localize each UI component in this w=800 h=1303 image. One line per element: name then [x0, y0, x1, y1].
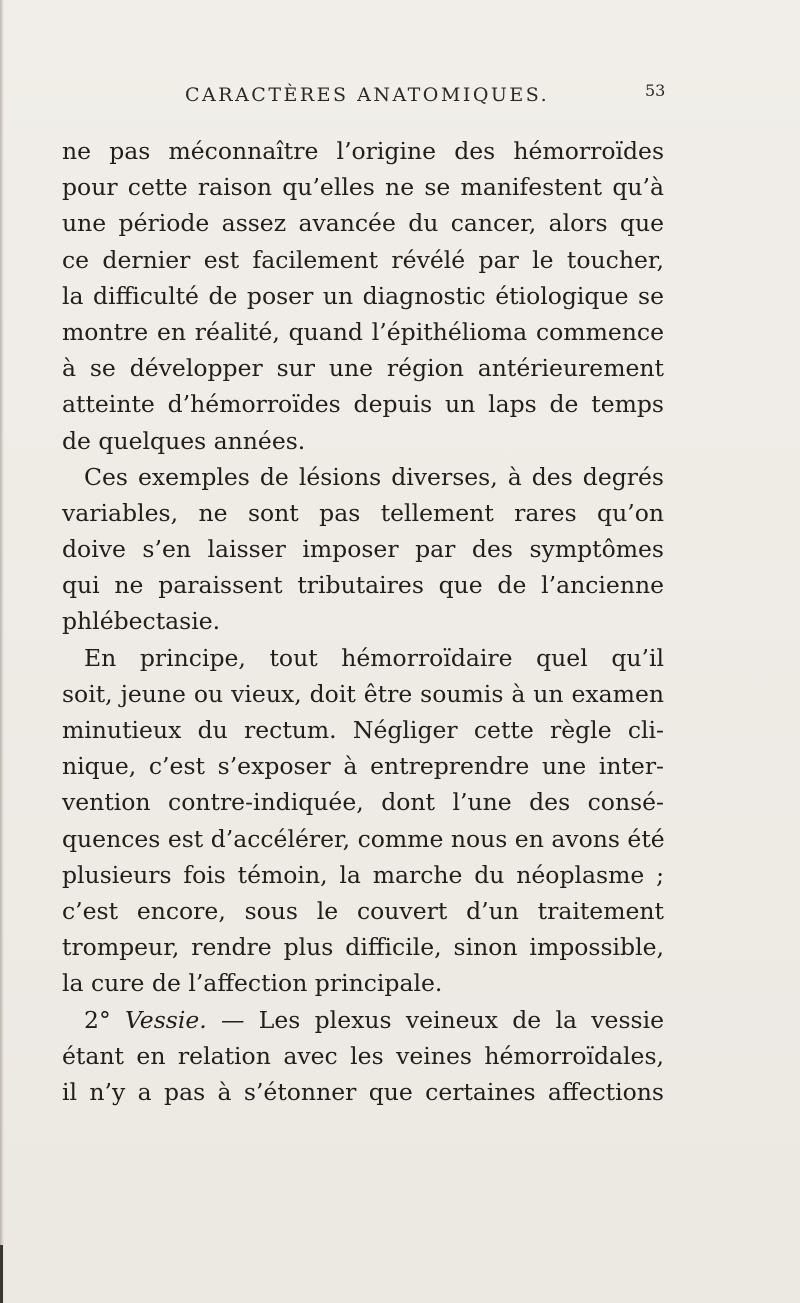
text-line: pour cette raison qu’elles ne se manifestent qu’à: [62, 173, 664, 202]
text-line: une période assez avancée du cancer, alors que: [62, 209, 664, 238]
section-line: [62, 1002, 664, 1038]
running-header: [185, 81, 685, 112]
running-header-title: CARACTÈRES ANATOMIQUES.: [185, 84, 550, 106]
text-line: trompeur, rendre plus difficile, sinon impossible,: [62, 933, 664, 962]
text-line: vention contre-indiquée, dont l’une des consé-: [62, 788, 664, 817]
text-line: minutieux du rectum. Négliger cette règle cli-: [62, 716, 664, 744]
text-line: Ces exemples de lésions diverses, à des degrés: [84, 462, 664, 491]
text-line: la cure de l’affection principale.: [62, 969, 443, 998]
text-line: à se développer sur une région antérieurement: [62, 354, 664, 383]
text-line: doive s’en laisser imposer par des symptômes: [62, 535, 664, 564]
text-line: montre en réalité, quand l’épithélioma commence: [62, 317, 664, 346]
text-line: soit, jeune ou vieux, doit être soumis à un examen: [62, 679, 664, 708]
text-line: ce dernier est facilement révélé par le toucher,: [62, 245, 664, 274]
section-label: Vessie.: [124, 1005, 207, 1034]
text-line: étant en relation avec les veines hémorroïdales,: [62, 1041, 664, 1070]
page-edge-shadow: [0, 0, 4, 1303]
text-line: nique, c’est s’exposer à entreprendre une inter-: [62, 752, 664, 781]
page-number: 53: [645, 81, 666, 100]
text-line: il n’y a pas à s’étonner que certaines affections: [62, 1077, 664, 1106]
text-line: atteinte d’hémorroïdes depuis un laps de temps: [62, 390, 664, 419]
text-line: quences est d’accélérer, comme nous en avons été: [62, 824, 665, 853]
text-line: variables, ne sont pas tellement rares qu’on: [62, 498, 664, 527]
text-line: plusieurs fois témoin, la marche du néoplasme ;: [62, 860, 664, 889]
section-text: — Les plexus veineux de la vessie: [206, 1005, 665, 1034]
text-line: la difficulté de poser un diagnostic étiologique se: [62, 281, 664, 310]
text-line: c’est encore, sous le couvert d’un traitement: [62, 896, 664, 925]
text-line: ne pas méconnaître l’origine des hémorroïdes: [62, 137, 664, 165]
scan-edge-mark: [0, 1245, 3, 1303]
text-line: En principe, tout hémorroïdaire quel qu’il: [84, 643, 664, 672]
section-number: 2°: [84, 1005, 125, 1034]
text-line: de quelques années.: [62, 426, 306, 455]
text-line: phlébectasie.: [62, 607, 221, 636]
body-text: [62, 133, 664, 1110]
text-line: qui ne paraissent tributaires que de l’ancienne: [62, 571, 664, 600]
